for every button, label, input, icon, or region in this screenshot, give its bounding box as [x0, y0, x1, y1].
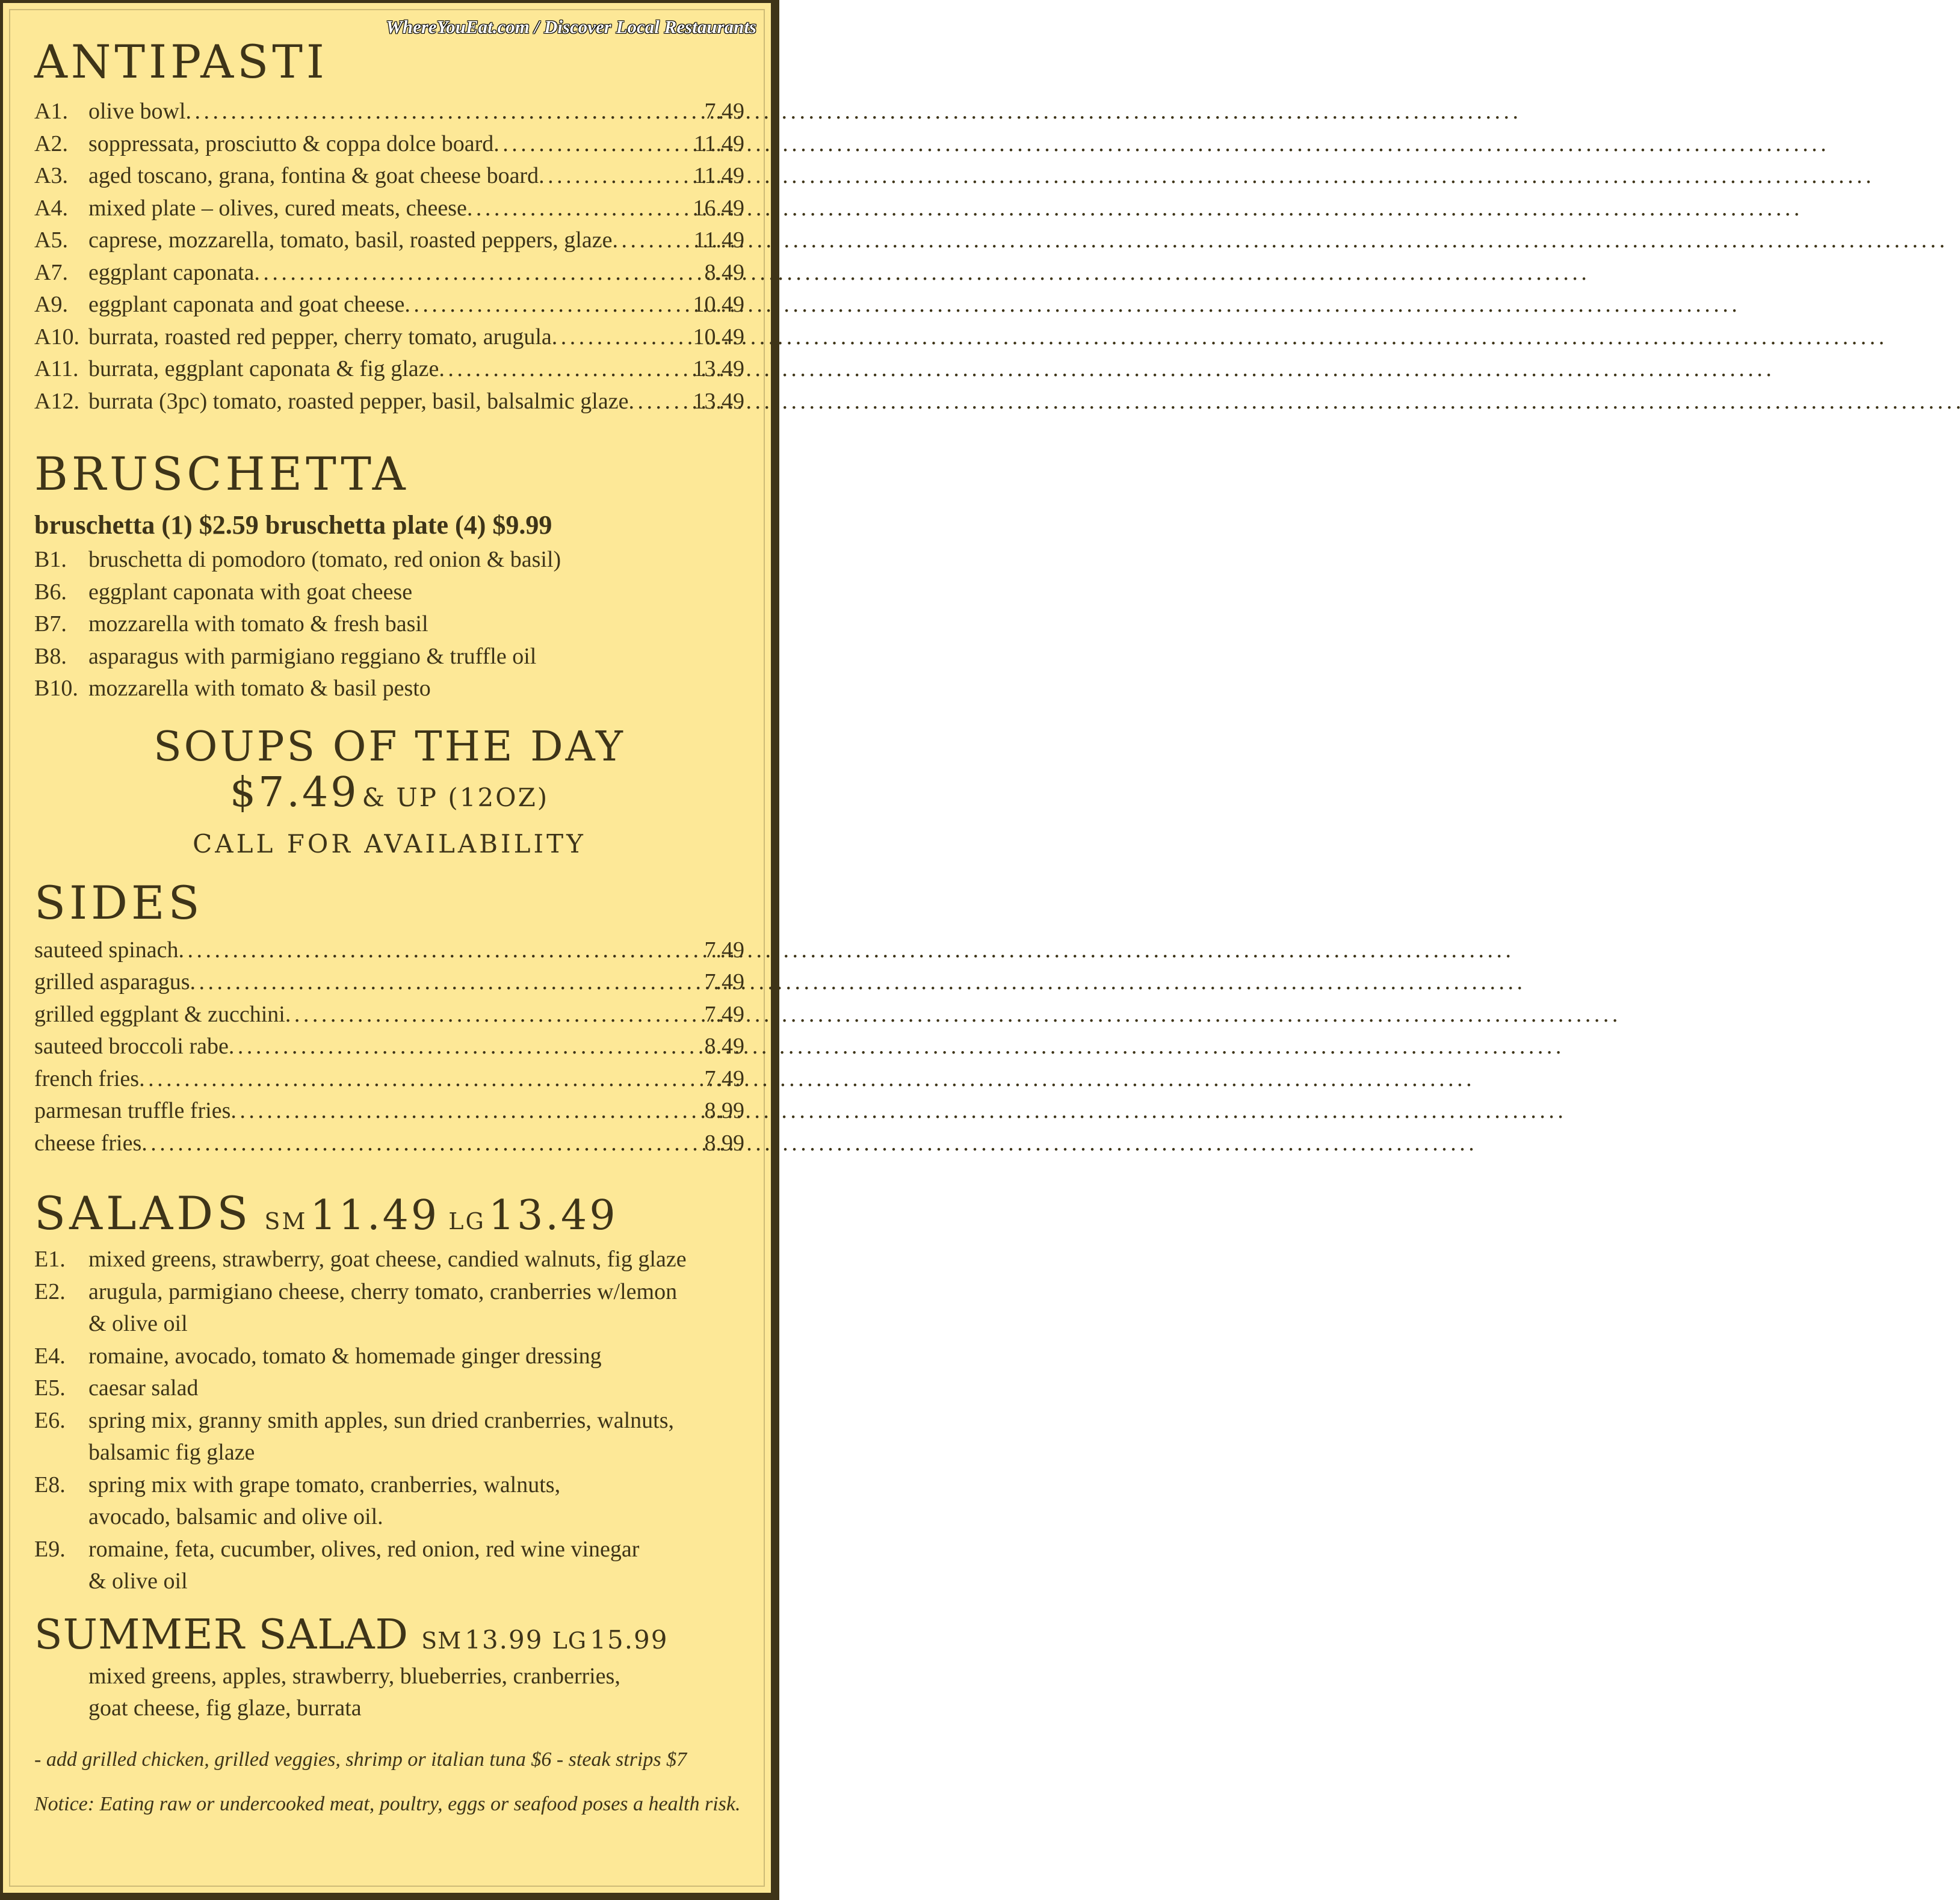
- item-description: [88, 1534, 744, 1598]
- item-code: B6.: [34, 579, 67, 605]
- dot-leader: [254, 257, 704, 289]
- bruschetta-title: BRUSCHETTA: [34, 447, 409, 501]
- item-code: E8.: [34, 1472, 66, 1497]
- item-description: [88, 1244, 744, 1276]
- item-name: sauteed spinach: [34, 937, 179, 963]
- summer-salad-sm-price: 13.99: [465, 1624, 543, 1655]
- item-name: asparagus with parmigiano reggiano & truffle oil: [88, 643, 537, 669]
- item-code: A2.: [34, 131, 68, 156]
- item-price: 11.49: [693, 131, 744, 156]
- summer-salad-section: [34, 1611, 744, 1725]
- dot-leader: [493, 128, 694, 161]
- item-price: 8.49: [704, 259, 744, 285]
- item-name: eggplant caponata and goat cheese: [88, 292, 405, 317]
- soups-price-line: [34, 768, 744, 827]
- menu-item-row: [34, 224, 744, 257]
- menu-item-row: [34, 1340, 744, 1373]
- menu-item-row: [34, 386, 744, 418]
- item-price: 7.49: [704, 937, 744, 963]
- item-description: [88, 1372, 744, 1405]
- item-price: 16.49: [693, 195, 744, 221]
- item-code: A5.: [34, 227, 68, 253]
- item-price: 10.49: [693, 292, 744, 317]
- menu-item-row: [34, 353, 744, 386]
- item-code: E1.: [34, 1247, 66, 1272]
- item-name: eggplant caponata: [88, 259, 255, 285]
- item-code: B1.: [34, 547, 67, 572]
- summer-salad-header: [34, 1611, 744, 1659]
- item-line: arugula, parmigiano cheese, cherry tomato, cranberries w/lemon: [88, 1278, 678, 1304]
- summer-salad-lg-label: LG: [552, 1627, 587, 1654]
- item-description: [88, 1469, 744, 1534]
- item-name: mixed plate – olives, cured meats, cheese: [88, 195, 467, 221]
- item-name: parmesan truffle fries: [34, 1098, 231, 1123]
- summer-salad-line-1: mixed greens, apples, strawberry, blueberries, cranberries,: [88, 1663, 620, 1689]
- dot-leader: [139, 1063, 704, 1096]
- summer-salad-sm-label: SM: [421, 1627, 462, 1654]
- item-name: cheese fries: [34, 1130, 142, 1156]
- item-price: 13.49: [693, 356, 744, 381]
- item-line: avocado, balsamic and olive oil.: [88, 1504, 383, 1529]
- menu-item-row: [34, 999, 744, 1031]
- item-code: B10.: [34, 676, 78, 701]
- menu-item-row: [34, 966, 744, 999]
- menu-item-row: [34, 576, 744, 609]
- dot-leader: [552, 321, 693, 354]
- item-name: french fries: [34, 1066, 140, 1091]
- sides-section: [34, 875, 744, 1160]
- menu-item-row: [34, 544, 744, 576]
- item-name: eggplant caponata with goat cheese: [88, 579, 413, 605]
- item-price: 10.49: [693, 324, 744, 350]
- item-name: soppressata, prosciutto & coppa dolce board: [88, 131, 494, 156]
- menu-item-row: [34, 96, 744, 128]
- summer-salad-line-2: goat cheese, fig glaze, burrata: [88, 1695, 362, 1721]
- item-code: A4.: [34, 195, 68, 221]
- salads-lg-label: LG: [448, 1208, 486, 1235]
- item-name: mozzarella with tomato & basil pesto: [88, 676, 431, 701]
- item-line: & olive oil: [88, 1311, 188, 1336]
- dot-leader: [628, 386, 693, 418]
- menu-item-row: [34, 1534, 744, 1598]
- item-line: mixed greens, strawberry, goat cheese, candied walnuts, fig glaze: [88, 1247, 687, 1272]
- menu-item-row: [34, 934, 744, 967]
- item-line: romaine, feta, cucumber, olives, red onion, red wine vinegar: [88, 1536, 640, 1562]
- menu-item-row: [34, 1405, 744, 1469]
- item-code: B7.: [34, 611, 67, 637]
- menu-item-row: [34, 193, 744, 225]
- dot-leader: [141, 1127, 704, 1160]
- item-name: olive bowl: [88, 99, 186, 124]
- menu-item-row: [34, 1469, 744, 1534]
- sides-list: [34, 934, 744, 1160]
- menu-item-row: [34, 641, 744, 673]
- item-code: A3.: [34, 163, 68, 188]
- dot-leader: [539, 160, 694, 193]
- salads-sm-label: SM: [264, 1208, 308, 1235]
- bruschetta-list: [34, 544, 744, 705]
- item-code: E2.: [34, 1278, 66, 1304]
- menu-item-row: [34, 608, 744, 641]
- item-price: 8.49: [704, 1034, 744, 1059]
- soups-title: SOUPS OF THE DAY: [153, 723, 625, 771]
- item-code: E6.: [34, 1407, 66, 1433]
- menu-item-row: [34, 1276, 744, 1340]
- dot-leader: [285, 999, 705, 1031]
- item-code: E9.: [34, 1536, 66, 1562]
- dot-leader: [439, 353, 693, 386]
- item-line: spring mix with grape tomato, cranberries, walnuts,: [88, 1472, 561, 1497]
- soups-section: [34, 722, 744, 861]
- dot-leader: [179, 934, 705, 967]
- antipasti-title: ANTIPASTI: [34, 35, 328, 88]
- health-notice: Notice: Eating raw or undercooked meat, poultry, eggs or seafood poses a health risk.: [34, 1792, 741, 1815]
- item-name: mozzarella with tomato & fresh basil: [88, 611, 428, 637]
- soups-price-suffix: & UP (12OZ): [362, 782, 549, 812]
- menu-item-row: [34, 160, 744, 193]
- soups-price: $7.49: [229, 768, 359, 816]
- watermark: WhereYouEat.com / Discover Local Restaurants: [386, 16, 756, 37]
- bruschetta-section: [34, 447, 744, 705]
- item-code: A12.: [34, 388, 79, 414]
- dot-leader: [612, 224, 693, 257]
- notes-section: [34, 1745, 744, 1819]
- menu-item-row: [34, 1244, 744, 1276]
- item-name: caprese, mozzarella, tomato, basil, roasted peppers, glaze: [88, 227, 613, 253]
- item-code: A11.: [34, 356, 79, 381]
- item-price: 13.49: [693, 388, 744, 414]
- salads-header: [34, 1186, 744, 1240]
- item-code: A1.: [34, 99, 68, 124]
- item-price: 11.49: [693, 163, 744, 188]
- item-name: grilled asparagus: [34, 969, 190, 995]
- sides-title: SIDES: [34, 875, 203, 930]
- menu-item-row: [34, 1127, 744, 1160]
- salads-section: [34, 1186, 744, 1598]
- salads-sm-price: 11.49: [310, 1192, 440, 1239]
- item-description: [88, 1340, 744, 1373]
- menu-page: [0, 0, 779, 1900]
- addon-note: - add grilled chicken, grilled veggies, shrimp or italian tuna $6 - steak strips $7: [34, 1748, 687, 1771]
- item-code: E4.: [34, 1343, 66, 1369]
- menu-item-row: [34, 1095, 744, 1127]
- summer-salad-title: SUMMER SALAD: [34, 1611, 409, 1659]
- item-line: balsamic fig glaze: [88, 1440, 255, 1465]
- soups-availability: CALL FOR AVAILABILITY: [193, 828, 586, 859]
- dot-leader: [190, 966, 705, 999]
- item-price: 11.49: [693, 227, 744, 253]
- dot-leader: [404, 289, 693, 321]
- item-code: A7.: [34, 259, 68, 285]
- menu-item-row: [34, 257, 744, 289]
- item-line: romaine, avocado, tomato & homemade ginger dressing: [88, 1343, 602, 1369]
- summer-salad-lg-price: 15.99: [590, 1624, 669, 1655]
- item-name: bruschetta di pomodoro (tomato, red onion & basil): [88, 547, 561, 572]
- item-name: aged toscano, grana, fontina & goat cheese board: [88, 163, 539, 188]
- menu-item-row: [34, 1063, 744, 1096]
- item-name: sauteed broccoli rabe: [34, 1034, 229, 1059]
- item-code: A10.: [34, 324, 79, 350]
- salads-lg-price: 13.49: [488, 1192, 618, 1239]
- item-line: spring mix, granny smith apples, sun dried cranberries, walnuts,: [88, 1407, 675, 1433]
- antipasti-list: [34, 96, 744, 418]
- menu-item-row: [34, 289, 744, 321]
- bruschetta-pricing: bruschetta (1) $2.59 bruschetta plate (4) $9.99: [34, 510, 552, 540]
- menu-item-row: [34, 1031, 744, 1063]
- item-name: burrata (3pc) tomato, roasted pepper, basil, balsalmic glaze: [88, 388, 629, 414]
- salads-list: [34, 1244, 744, 1598]
- item-price: 7.49: [704, 99, 744, 124]
- item-description: [88, 1405, 744, 1469]
- item-price: 7.49: [704, 1066, 744, 1091]
- dot-leader: [229, 1031, 705, 1063]
- dot-leader: [185, 96, 704, 128]
- item-price: 8.99: [704, 1130, 744, 1156]
- menu-content: [34, 35, 744, 1819]
- menu-item-row: [34, 673, 744, 705]
- item-name: burrata, roasted red pepper, cherry tomato, arugula: [88, 324, 552, 350]
- item-code: A9.: [34, 292, 68, 317]
- menu-item-row: [34, 1372, 744, 1405]
- item-price: 8.99: [704, 1098, 744, 1123]
- item-code: E5.: [34, 1375, 66, 1401]
- item-price: 7.49: [704, 969, 744, 995]
- dot-leader: [230, 1095, 704, 1127]
- antipasti-section: [34, 35, 744, 418]
- item-code: B8.: [34, 643, 67, 669]
- item-line: caesar salad: [88, 1375, 199, 1401]
- item-line: & olive oil: [88, 1568, 188, 1594]
- menu-item-row: [34, 128, 744, 161]
- salads-title: SALADS: [34, 1186, 252, 1240]
- menu-item-row: [34, 321, 744, 354]
- dot-leader: [467, 193, 693, 225]
- item-description: [88, 1276, 744, 1340]
- item-name: burrata, eggplant caponata & fig glaze: [88, 356, 439, 381]
- item-price: 7.49: [704, 1001, 744, 1027]
- item-name: grilled eggplant & zucchini: [34, 1001, 285, 1027]
